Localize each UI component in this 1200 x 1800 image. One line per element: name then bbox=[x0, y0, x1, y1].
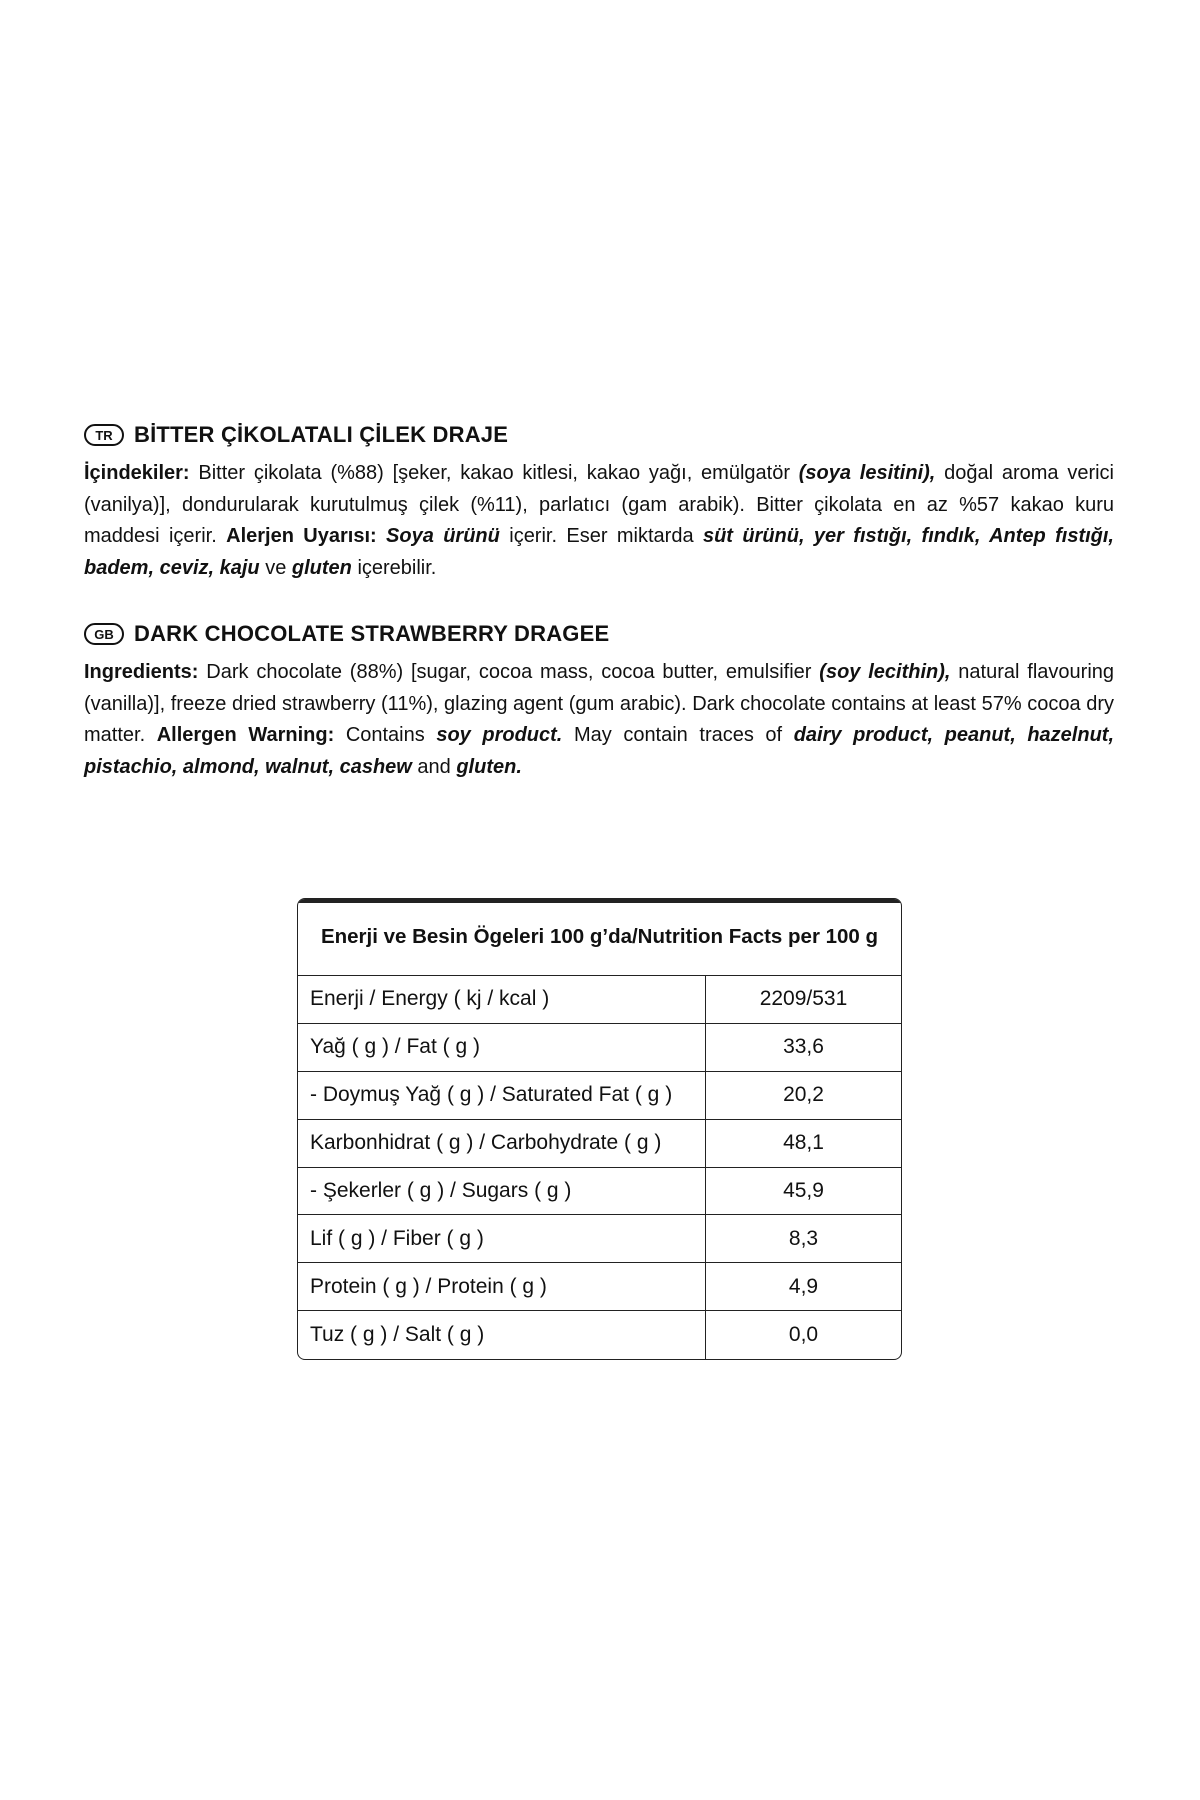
nutrition-value: 8,3 bbox=[788, 1226, 819, 1250]
ingredients-paragraph-gb bbox=[84, 657, 1114, 783]
ingredients-text: içerebilir. bbox=[351, 556, 437, 579]
ingredients-text: Dark chocolate (88%) [sugar, cocoa mass, cocoa butter, emulsifier bbox=[198, 661, 820, 683]
nutrition-value: 0,0 bbox=[788, 1323, 819, 1347]
allergen-soy-product: Soya ürünü bbox=[386, 525, 500, 547]
nutrition-value: 20,2 bbox=[783, 1083, 824, 1107]
nutrition-label: Lif ( g ) / Fiber ( g ) bbox=[298, 1215, 706, 1262]
nutrition-label: Karbonhidrat ( g ) / Carbohydrate ( g ) bbox=[298, 1120, 706, 1167]
ingredients-text: doğal aroma verici (vanilya)], dondurularak kurutulmuş çilek (%11), parlatıcı (gam arabik). Bitter çikolata en az %57 kakao kuru maddesi içerir. bbox=[84, 462, 1114, 547]
nutrition-row-salt bbox=[298, 1311, 901, 1359]
nutrition-row-fiber bbox=[298, 1215, 901, 1263]
ingredients-text: natural flavouring (vanilla)], freeze dried strawberry (11%), glazing agent (gum arabic). Dark chocolate contains at least 57% cocoa dry matter. bbox=[84, 661, 1115, 746]
nutrition-facts-table bbox=[297, 898, 902, 1360]
nutrition-label: Enerji / Energy ( kj / kcal ) bbox=[298, 976, 706, 1023]
heading-english bbox=[84, 617, 1114, 651]
allergen-gluten: gluten. bbox=[456, 755, 522, 778]
nutrition-label: - Doymuş Yağ ( g ) / Saturated Fat ( g ) bbox=[298, 1072, 706, 1119]
nutrition-label: Yağ ( g ) / Fat ( g ) bbox=[298, 1024, 706, 1071]
nutrition-value: 2209/531 bbox=[759, 987, 848, 1011]
allergen-gluten: gluten bbox=[291, 556, 352, 579]
nutrition-row-energy bbox=[298, 976, 901, 1024]
heading-turkish bbox=[84, 418, 1114, 452]
section-english bbox=[84, 617, 1114, 783]
ingredients-text: Contains bbox=[334, 724, 437, 746]
ingredients-label-tr: İçindekiler: bbox=[84, 462, 190, 484]
ingredients-paragraph-tr bbox=[84, 458, 1114, 584]
ingredients-text: Bitter çikolata (%88) [şeker, kakao kitlesi, kakao yağı, emülgatör bbox=[189, 462, 799, 484]
allergen-soy: (soy lecithin), bbox=[819, 661, 951, 683]
allergen-label-tr: Alerjen Uyarısı: bbox=[226, 525, 377, 547]
nutrition-table-header: Enerji ve Besin Ögeleri 100 g’da/Nutrition Facts per 100 g bbox=[298, 899, 901, 976]
nutrition-value: 4,9 bbox=[788, 1274, 819, 1298]
nutrition-row-carbohydrate bbox=[298, 1120, 901, 1168]
nutrition-row-fat bbox=[298, 1024, 901, 1072]
ingredients-label-gb: Ingredients: bbox=[84, 661, 199, 683]
allergen-soy: (soya lesitini), bbox=[798, 462, 936, 484]
ingredients-text bbox=[377, 525, 386, 547]
nutrition-label: Tuz ( g ) / Salt ( g ) bbox=[298, 1311, 706, 1359]
allergen-label-gb: Allergen Warning: bbox=[156, 724, 335, 746]
nutrition-value: 45,9 bbox=[783, 1179, 824, 1202]
nutrition-label: - Şekerler ( g ) / Sugars ( g ) bbox=[298, 1168, 706, 1215]
ingredients-text: and bbox=[411, 755, 457, 778]
ingredients-text: May contain traces of bbox=[562, 724, 794, 746]
allergen-traces: süt ürünü, yer fıstığı, fındık, Antep fıstığı, badem, ceviz, kaju bbox=[84, 525, 1114, 579]
nutrition-label: Protein ( g ) / Protein ( g ) bbox=[298, 1263, 706, 1310]
nutrition-row-protein bbox=[298, 1263, 901, 1311]
nutrition-row-saturated-fat bbox=[298, 1072, 901, 1120]
nutrition-value: 48,1 bbox=[783, 1131, 824, 1155]
ingredients-text: ve bbox=[259, 556, 292, 579]
language-badge-tr: TR bbox=[84, 424, 124, 446]
language-badge-gb: GB bbox=[84, 623, 124, 645]
title-english: DARK CHOCOLATE STRAWBERRY DRAGEE bbox=[134, 621, 610, 646]
allergen-traces: dairy product, peanut, hazelnut, pistachio, almond, walnut, cashew bbox=[84, 724, 1114, 778]
title-turkish: BİTTER ÇİKOLATALI ÇİLEK DRAJE bbox=[134, 422, 509, 447]
allergen-soy-product: soy product. bbox=[436, 724, 563, 746]
nutrition-value: 33,6 bbox=[783, 1035, 824, 1059]
nutrition-row-sugars bbox=[298, 1168, 901, 1216]
section-turkish bbox=[84, 418, 1114, 584]
ingredients-text: içerir. Eser miktarda bbox=[499, 525, 703, 547]
